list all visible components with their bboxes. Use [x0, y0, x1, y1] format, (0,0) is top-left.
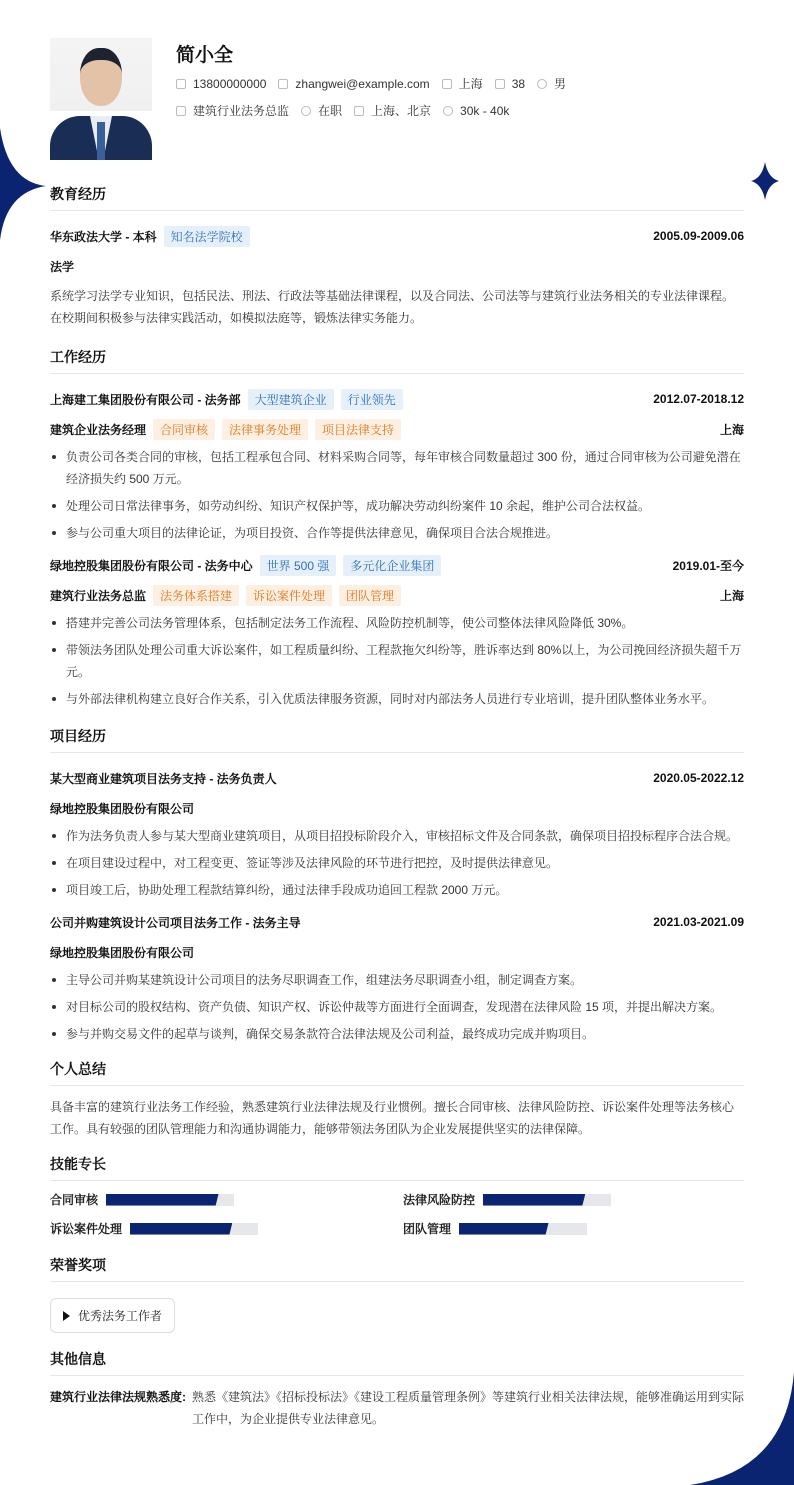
- skill-name: 团队管理: [403, 1222, 452, 1236]
- list-item: 作为法务负责人参与某大型商业建筑项目，从项目招投标阶段介入，审核招标文件及合同条款，确保项目招投标程序合法合规。: [50, 825, 744, 847]
- list-item: 负责公司各类合同的审核，包括工程承包合同、材料采购合同等，每年审核合同数量超过 300 份，通过合同审核为公司避免潜在经济损失约 500 万元。: [50, 446, 744, 490]
- company: 绿地控股集团股份有限公司: [50, 801, 195, 816]
- skill-tag: 合同审核: [153, 419, 215, 440]
- list-item: 主导公司并购某建筑设计公司项目的法务尽职调查工作，组建法务尽职调查小组，制定调查方案。: [50, 969, 744, 991]
- award-label: 优秀法务工作者: [78, 1309, 163, 1323]
- home-icon: [442, 79, 452, 89]
- job-role: [50, 414, 744, 444]
- other-section: [50, 1349, 744, 1430]
- work-section: [50, 347, 744, 710]
- date: 2012.07-2018.12: [653, 392, 744, 406]
- job-title-group: [50, 389, 403, 410]
- project-company: [50, 937, 744, 967]
- date: 2019.01-至今: [672, 558, 744, 573]
- job-header: [50, 550, 744, 580]
- star-icon: [751, 162, 779, 200]
- skill-bar: [130, 1223, 258, 1235]
- cake-icon: [495, 79, 505, 89]
- project-title: 公司并购建筑设计公司项目法务工作 - 法务主导: [50, 915, 301, 930]
- company-tag: 大型建筑企业: [248, 389, 334, 410]
- email: zhangwei@example.com: [295, 76, 430, 91]
- role-group: [50, 419, 401, 440]
- job-title-group: [50, 555, 441, 576]
- company-tag: 行业领先: [341, 389, 403, 410]
- job-role: [50, 580, 744, 610]
- bullet-list: [50, 825, 744, 901]
- date: 2005.09-2009.06: [653, 229, 744, 243]
- email-icon: [278, 79, 288, 89]
- skill-item: [403, 1220, 744, 1237]
- skill-item: [403, 1191, 744, 1208]
- skills-section: [50, 1154, 744, 1237]
- skill-bar: [106, 1194, 234, 1206]
- skill-bar: [483, 1194, 611, 1206]
- company: 绿地控股集团股份有限公司: [50, 945, 195, 960]
- send-icon: [176, 106, 186, 116]
- skill-tag: 诉讼案件处理: [246, 585, 332, 606]
- skill-bar: [459, 1223, 587, 1235]
- phone: 13800000000: [193, 76, 267, 91]
- project-title: 某大型商业建筑项目法务支持 - 法务负责人: [50, 771, 277, 786]
- summary-section: [50, 1059, 744, 1140]
- list-item: 带领法务团队处理公司重大诉讼案件，如工程质量纠纷、工程款拖欠纠纷等，胜诉率达到 80%以上，为公司挽回经济损失超千万元。: [50, 639, 744, 683]
- section-title: 个人总结: [50, 1059, 744, 1086]
- skill-item: [50, 1191, 403, 1208]
- bullet-list: [50, 612, 744, 710]
- description: 系统学习法学专业知识，包括民法、刑法、行政法等基础法律课程，以及合同法、公司法等与建筑行业法务相关的专业法律课程。在校期间积极参与法律实践活动，如模拟法庭等，锻炼法律实务能力。: [50, 289, 735, 325]
- date: 2021.03-2021.09: [653, 915, 744, 929]
- section-title: 工作经历: [50, 347, 744, 374]
- company: 绿地控股集团股份有限公司 - 法务中心: [50, 558, 253, 573]
- phone-icon: [176, 79, 186, 89]
- name: 简小全: [176, 45, 234, 66]
- other-label: 建筑行业法律法规熟悉度:: [50, 1390, 186, 1404]
- role-group: [50, 585, 401, 606]
- skill-name: 法律风险防控: [403, 1193, 476, 1207]
- target-cities: 上海、北京: [371, 104, 432, 118]
- major: 法学: [50, 259, 75, 274]
- date: 2020.05-2022.12: [653, 771, 744, 785]
- skill-bar-fill: [130, 1223, 232, 1235]
- tag: 知名法学院校: [164, 226, 250, 247]
- section-title: 荣誉奖项: [50, 1255, 744, 1282]
- salary-icon: [443, 106, 453, 116]
- city: 上海: [458, 77, 483, 91]
- award-item[interactable]: [50, 1298, 175, 1333]
- list-item: 搭建并完善公司法务管理体系，包括制定法务工作流程、风险防控机制等，使公司整体法律风险降低 30%。: [50, 612, 744, 634]
- list-item: 对目标公司的股权结构、资产负债、知识产权、诉讼仲裁等方面进行全面调查，发现潜在法律风险 15 项，并提出解决方案。: [50, 996, 744, 1018]
- skill-name: 诉讼案件处理: [50, 1222, 123, 1236]
- triangle-right-icon: [63, 1311, 70, 1321]
- role: 建筑企业法务经理: [50, 422, 147, 437]
- company: 上海建工集团股份有限公司 - 法务部: [50, 392, 241, 407]
- skill-tag: 项目法律支持: [315, 419, 401, 440]
- list-item: 项目竣工后，协助处理工程款结算纠纷，通过法律手段成功追回工程款 2000 万元。: [50, 879, 744, 901]
- project-company: [50, 793, 744, 823]
- list-item: 在项目建设过程中，对工程变更、签证等涉及法律风险的环节进行把控，及时提供法律意见。: [50, 852, 744, 874]
- skill-bar-fill: [483, 1194, 585, 1206]
- other-value: 熟悉《建筑法》《招标投标法》《建设工程质量管理条例》等建筑行业相关法律法规，能够准确运用到实际工作中，为企业提供专业法律意见。: [192, 1390, 745, 1426]
- bullet-list: [50, 446, 744, 544]
- gender-icon: [537, 79, 547, 89]
- building-icon: [354, 106, 364, 116]
- skill-item: [50, 1220, 403, 1237]
- list-item: 参与并购交易文件的起草与谈判，确保交易条款符合法律法规及公司利益，最终成功完成并购项目。: [50, 1023, 744, 1045]
- skill-bar-fill: [459, 1223, 549, 1235]
- avatar: [50, 38, 152, 160]
- profile-header: [50, 38, 744, 160]
- status-icon: [301, 106, 311, 116]
- school: 华东政法大学 - 本科: [50, 229, 157, 244]
- section-title: 技能专长: [50, 1154, 744, 1181]
- awards-section: [50, 1255, 744, 1333]
- location: 上海: [719, 588, 744, 603]
- bullet-list: [50, 969, 744, 1045]
- salary: 30k - 40k: [460, 103, 510, 118]
- company-tag: 世界 500 强: [260, 555, 337, 576]
- section-title: 教育经历: [50, 184, 744, 211]
- project-header: [50, 907, 744, 937]
- role: 建筑行业法务总监: [50, 588, 147, 603]
- company-tag: 多元化企业集团: [343, 555, 441, 576]
- skill-tag: 法律事务处理: [222, 419, 308, 440]
- resume: [50, 38, 744, 1430]
- skill-tag: 团队管理: [339, 585, 401, 606]
- position: 建筑行业法务总监: [193, 104, 290, 118]
- section-title: 其他信息: [50, 1349, 744, 1376]
- list-item: 与外部法律机构建立良好合作关系，引入优质法律服务资源，同时对内部法务人员进行专业培训，提升团队整体业务水平。: [50, 688, 744, 710]
- skill-tag: 法务体系搭建: [153, 585, 239, 606]
- status: 在职: [318, 104, 343, 118]
- corner-curve-top-left: [0, 128, 46, 240]
- location: 上海: [719, 422, 744, 437]
- skill-bar-fill: [106, 1194, 219, 1206]
- gender: 男: [554, 77, 567, 91]
- list-item: 处理公司日常法律事务，如劳动纠纷、知识产权保护等，成功解决劳动纠纷案件 10 余起，维护公司合法权益。: [50, 495, 744, 517]
- list-item: 参与公司重大项目的法律论证，为项目投资、合作等提供法律意见，确保项目合法合规推进。: [50, 522, 744, 544]
- project-header: [50, 763, 744, 793]
- job-header: [50, 384, 744, 414]
- skill-name: 合同审核: [50, 1193, 99, 1207]
- education-section: [50, 184, 744, 329]
- projects-section: [50, 726, 744, 1045]
- age: 38: [511, 76, 526, 91]
- section-title: 项目经历: [50, 726, 744, 753]
- summary-text: 具备丰富的建筑行业法务工作经验，熟悉建筑行业法律法规及行业惯例。擅长合同审核、法律风险防控、诉讼案件处理等法务核心工作。具有较强的团队管理能力和沟通协调能力，能够带领法务团队为企业发展提供坚实的法律保障。: [50, 1100, 735, 1136]
